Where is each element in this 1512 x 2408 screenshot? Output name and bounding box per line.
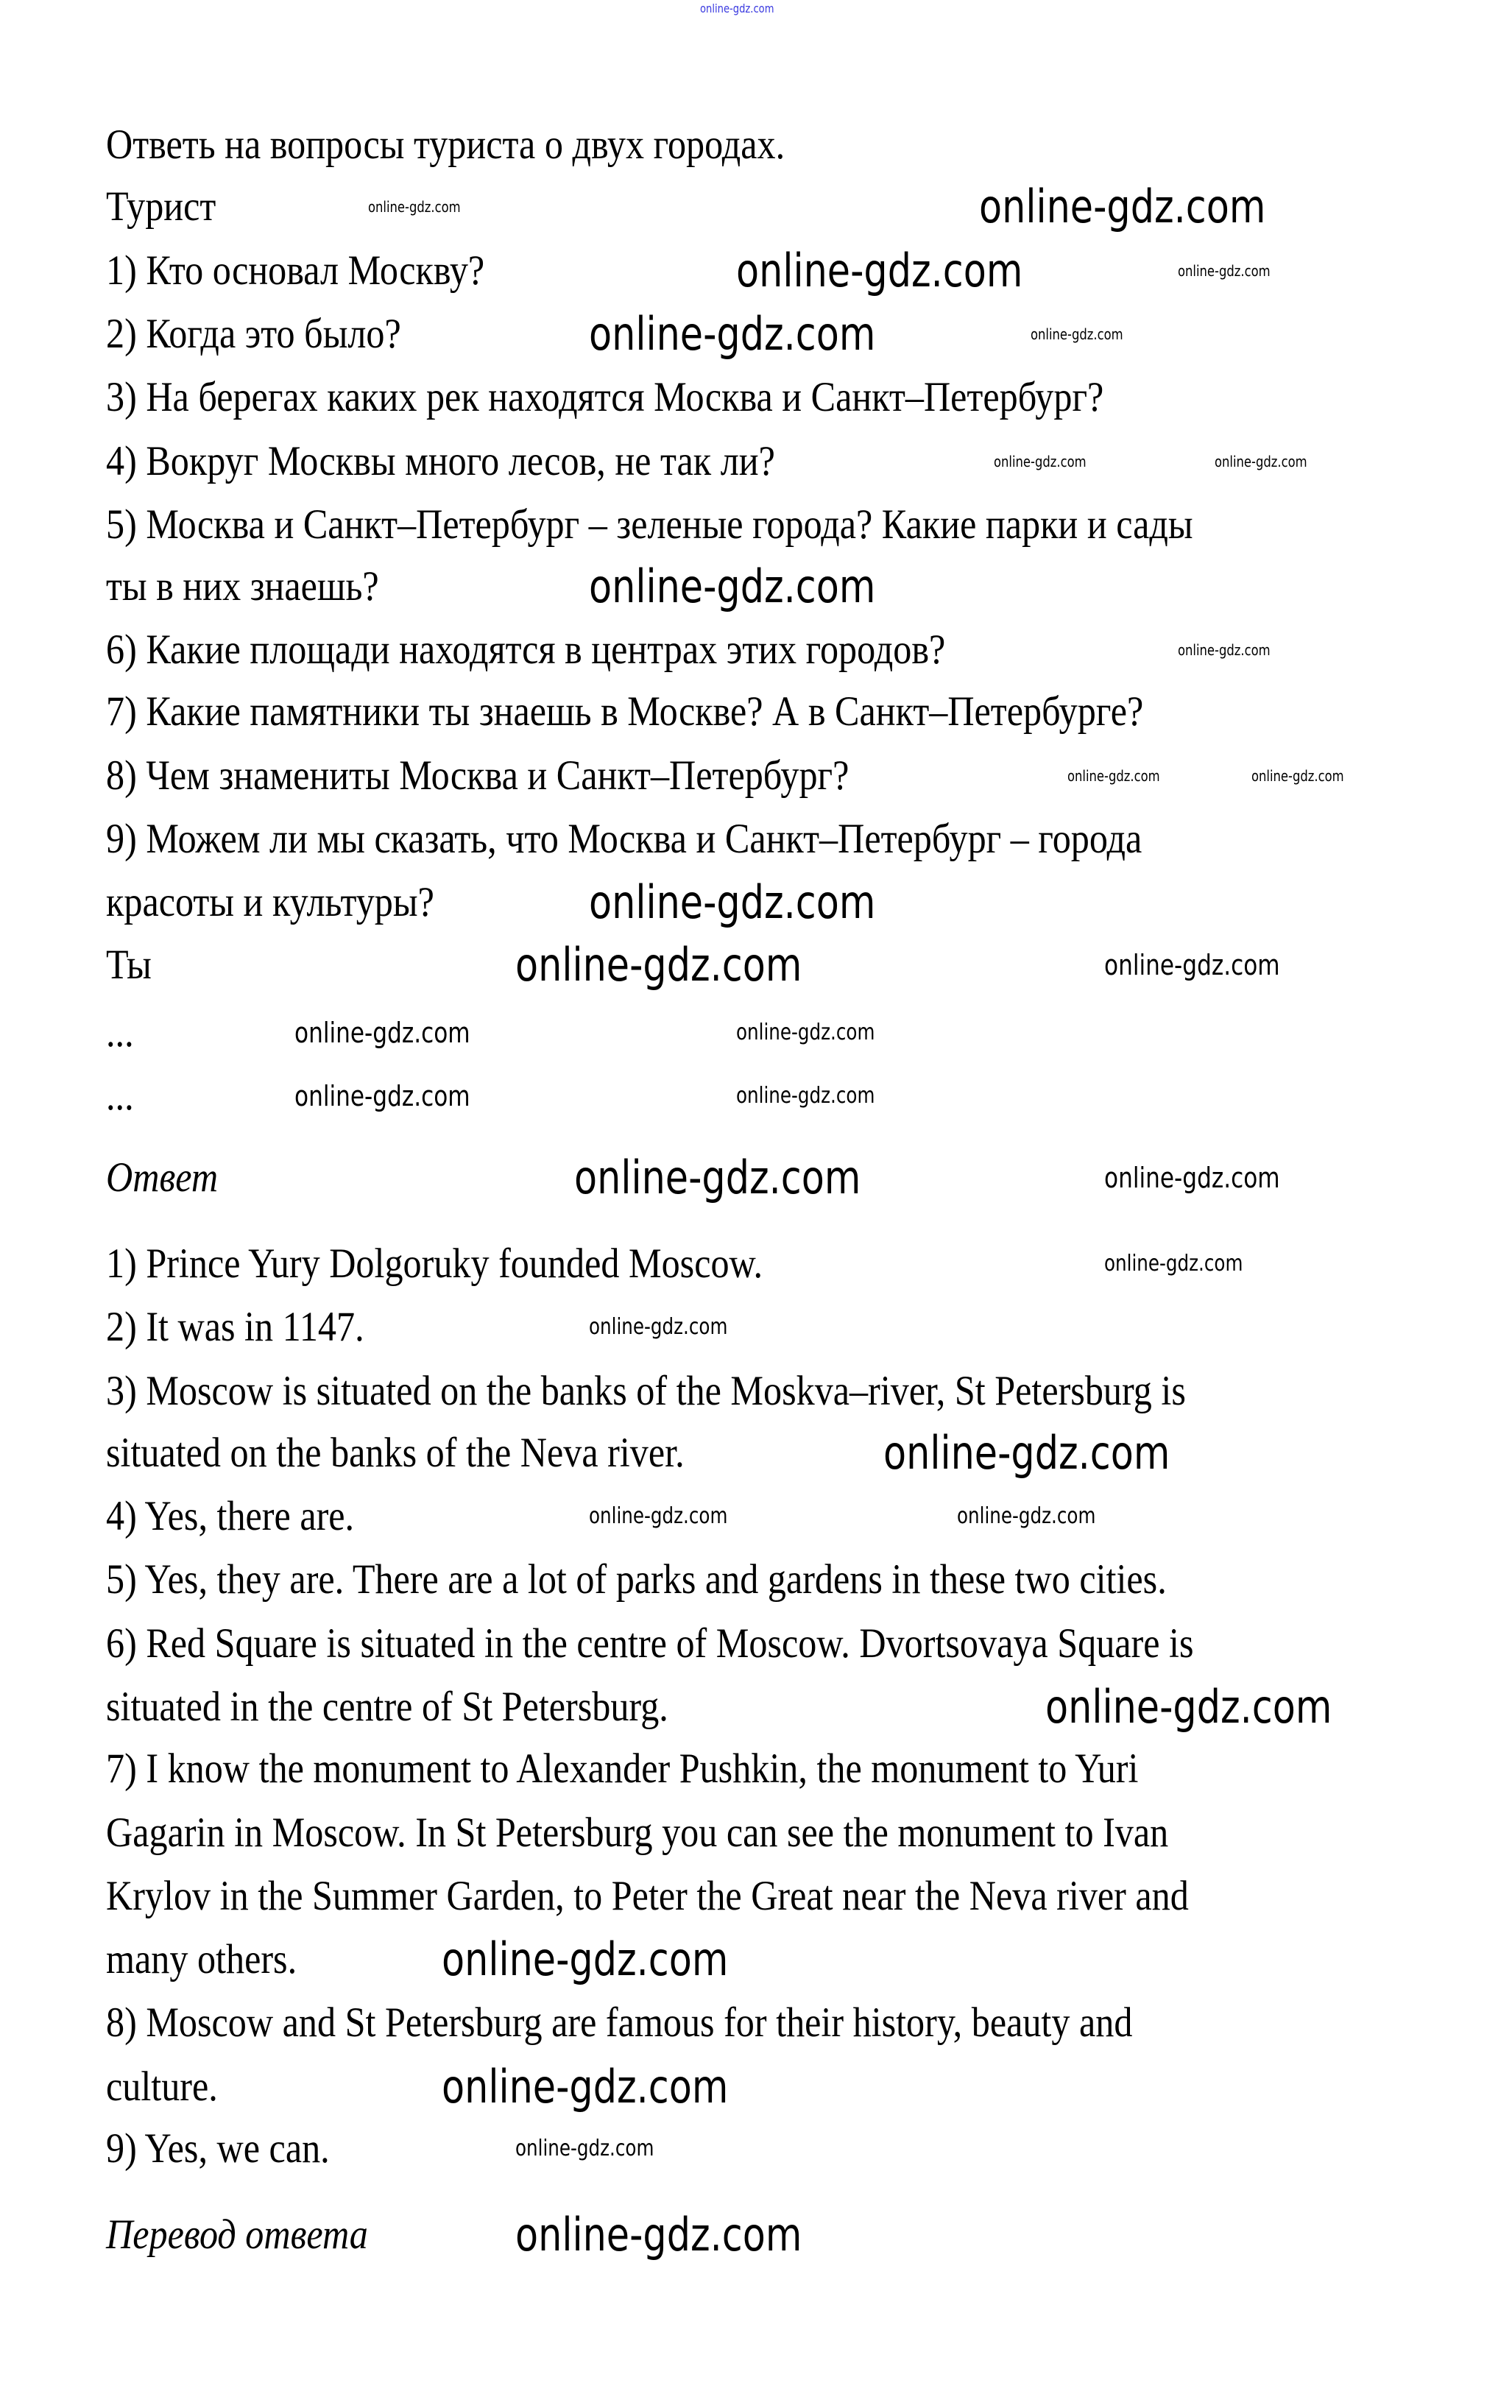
text-line: ... [106,1073,134,1120]
text-line: 9) Можем ли мы сказать, что Москва и Санкт–Петербург – города [106,816,1142,863]
watermark: online-gdz.com [736,1019,875,1045]
text-line: 7) Какие памятники ты знаешь в Москве? А в Санкт–Петербурге? [106,688,1144,735]
text-line: situated in the centre of St Petersburg. [106,1684,668,1731]
text-line: Gagarin in Moscow. In St Petersburg you can see the monument to Ivan [106,1809,1169,1856]
text-line: situated on the banks of the Neva river. [106,1429,685,1476]
watermark: online-gdz.com [368,198,461,216]
watermark: online-gdz.com [589,875,876,930]
watermark: online-gdz.com [957,1503,1096,1530]
section-heading: Перевод ответа [106,2211,368,2258]
text-line: 1) Prince Yury Dolgoruky founded Moscow. [106,1240,763,1288]
text-line: 3) Moscow is situated on the banks of the Moskva–river, St Petersburg is [106,1367,1186,1414]
watermark: online-gdz.com [883,1425,1170,1480]
text-line: 8) Чем знамениты Москва и Санкт–Петербург? [106,752,849,799]
text-line: 8) Moscow and St Petersburg are famous for their history, beauty and [106,1999,1133,2047]
watermark: online-gdz.com [1031,325,1123,343]
watermark: online-gdz.com [1215,452,1307,470]
text-line: 6) Какие площади находятся в центрах этих городов? [106,626,946,674]
watermark: online-gdz.com [979,180,1266,234]
watermark: online-gdz.com [574,1151,861,1205]
watermark: online-gdz.com [442,2059,729,2114]
watermark: online-gdz.com [736,1083,875,1109]
text-line: many others. [106,1936,297,1983]
text-line: 4) Вокруг Москвы много лесов, не так ли? [106,437,775,484]
watermark: online-gdz.com [589,1314,728,1341]
watermark: online-gdz.com [1045,1680,1332,1734]
text-line: 2) Когда это было? [106,310,401,357]
text-line: 5) Москва и Санкт–Петербург – зеленые города? Какие парки и сады [106,501,1193,548]
watermark: online-gdz.com [442,1932,729,1987]
watermark: online-gdz.com [736,243,1023,297]
text-line: ты в них знаешь? [106,563,379,610]
watermark: online-gdz.com [515,2207,802,2262]
text-line: 6) Red Square is situated in the centre of Moscow. Dvortsovaya Square is [106,1620,1194,1667]
text-line: ... [106,1009,134,1056]
watermark: online-gdz.com [589,1503,728,1530]
watermark: online-gdz.com [589,306,876,361]
text-line: 5) Yes, they are. There are a lot of parks and gardens in these two cities. [106,1556,1167,1603]
watermark: online-gdz.com [515,937,802,992]
task-title: Ответь на вопросы туриста о двух городах. [106,121,785,169]
watermark: online-gdz.com [1067,766,1160,785]
text-line: culture. [106,2063,218,2110]
watermark: online-gdz.com [515,2135,654,2161]
text-line: красоты и культуры? [106,879,434,926]
text-line: 3) На берегах каких рек находятся Москва и Санкт–Петербург? [106,374,1104,421]
section-heading: Ты [106,941,152,988]
text-line: 2) It was in 1147. [106,1304,364,1351]
watermark: online-gdz.com [994,452,1087,470]
watermark: online-gdz.com [1104,1251,1243,1277]
text-line: 7) I know the monument to Alexander Pushkin, the monument to Yuri [106,1745,1139,1793]
watermark: online-gdz.com [1251,766,1344,785]
watermark: online-gdz.com [700,1,774,15]
watermark: online-gdz.com [1178,261,1271,280]
watermark: online-gdz.com [589,559,876,613]
watermark: online-gdz.com [1104,948,1280,981]
text-line: 4) Yes, there are. [106,1493,355,1540]
watermark: online-gdz.com [294,1080,470,1113]
watermark: online-gdz.com [1104,1162,1280,1195]
section-heading: Ответ [106,1154,219,1201]
watermark: online-gdz.com [294,1016,470,1049]
watermark: online-gdz.com [1178,641,1271,660]
text-line: 1) Кто основал Москву? [106,247,485,294]
section-heading: Турист [106,183,216,230]
text-line: 9) Yes, we can. [106,2125,330,2172]
text-line: Krylov in the Summer Garden, to Peter the Great near the Neva river and [106,1872,1189,1919]
